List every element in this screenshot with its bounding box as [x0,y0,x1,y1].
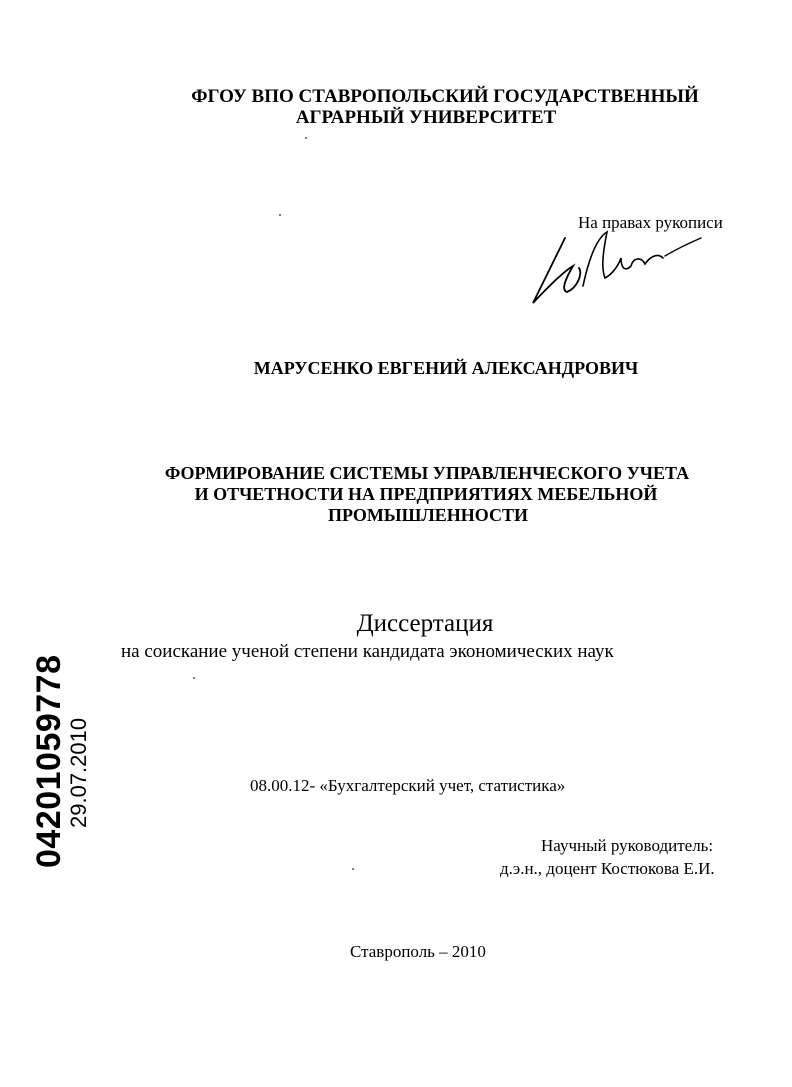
degree-line: на соискание ученой степени кандидата экономических наук [121,641,614,662]
supervisor-name: д.э.н., доцент Костюкова Е.И. [500,859,715,878]
signature-stroke-3 [665,238,701,256]
scan-speck [352,868,354,870]
thesis-title-line-3: ПРОМЫШЛЕННОСТИ [328,505,528,525]
stamp-code: 04201059778 [30,654,68,868]
scan-speck [305,137,307,139]
signature-stroke-1 [533,238,580,303]
specialty-code: 08.00.12- «Бухгалтерский учет, статистика» [250,776,566,795]
scan-speck [193,677,195,679]
stamp-date: 29.07.2010 [66,717,91,828]
thesis-title-line-1: ФОРМИРОВАНИЕ СИСТЕМЫ УПРАВЛЕНЧЕСКОГО УЧЕТА [164,463,690,483]
supervisor-label: Научный руководитель: [541,836,714,855]
signature-stroke-2 [583,232,663,286]
institution-line-2: АГРАРНЫЙ УНИВЕРСИТЕТ [295,107,557,128]
author-name: МАРУСЕНКО ЕВГЕНИЙ АЛЕКСАНДРОВИЧ [253,358,639,378]
institution-line-1: ФГОУ ВПО СТАВРОПОЛЬСКИЙ ГОСУДАРСТВЕННЫЙ [191,86,699,107]
author-signature [525,228,715,318]
dissertation-label: Диссертация [356,610,494,637]
manuscript-rights-note: На правах рукописи [578,213,723,232]
thesis-title-line-2: И ОТЧЕТНОСТИ НА ПРЕДПРИЯТИЯХ МЕБЕЛЬНОЙ [194,484,658,504]
place-and-year: Ставрополь – 2010 [350,942,486,961]
scan-speck [279,214,281,216]
